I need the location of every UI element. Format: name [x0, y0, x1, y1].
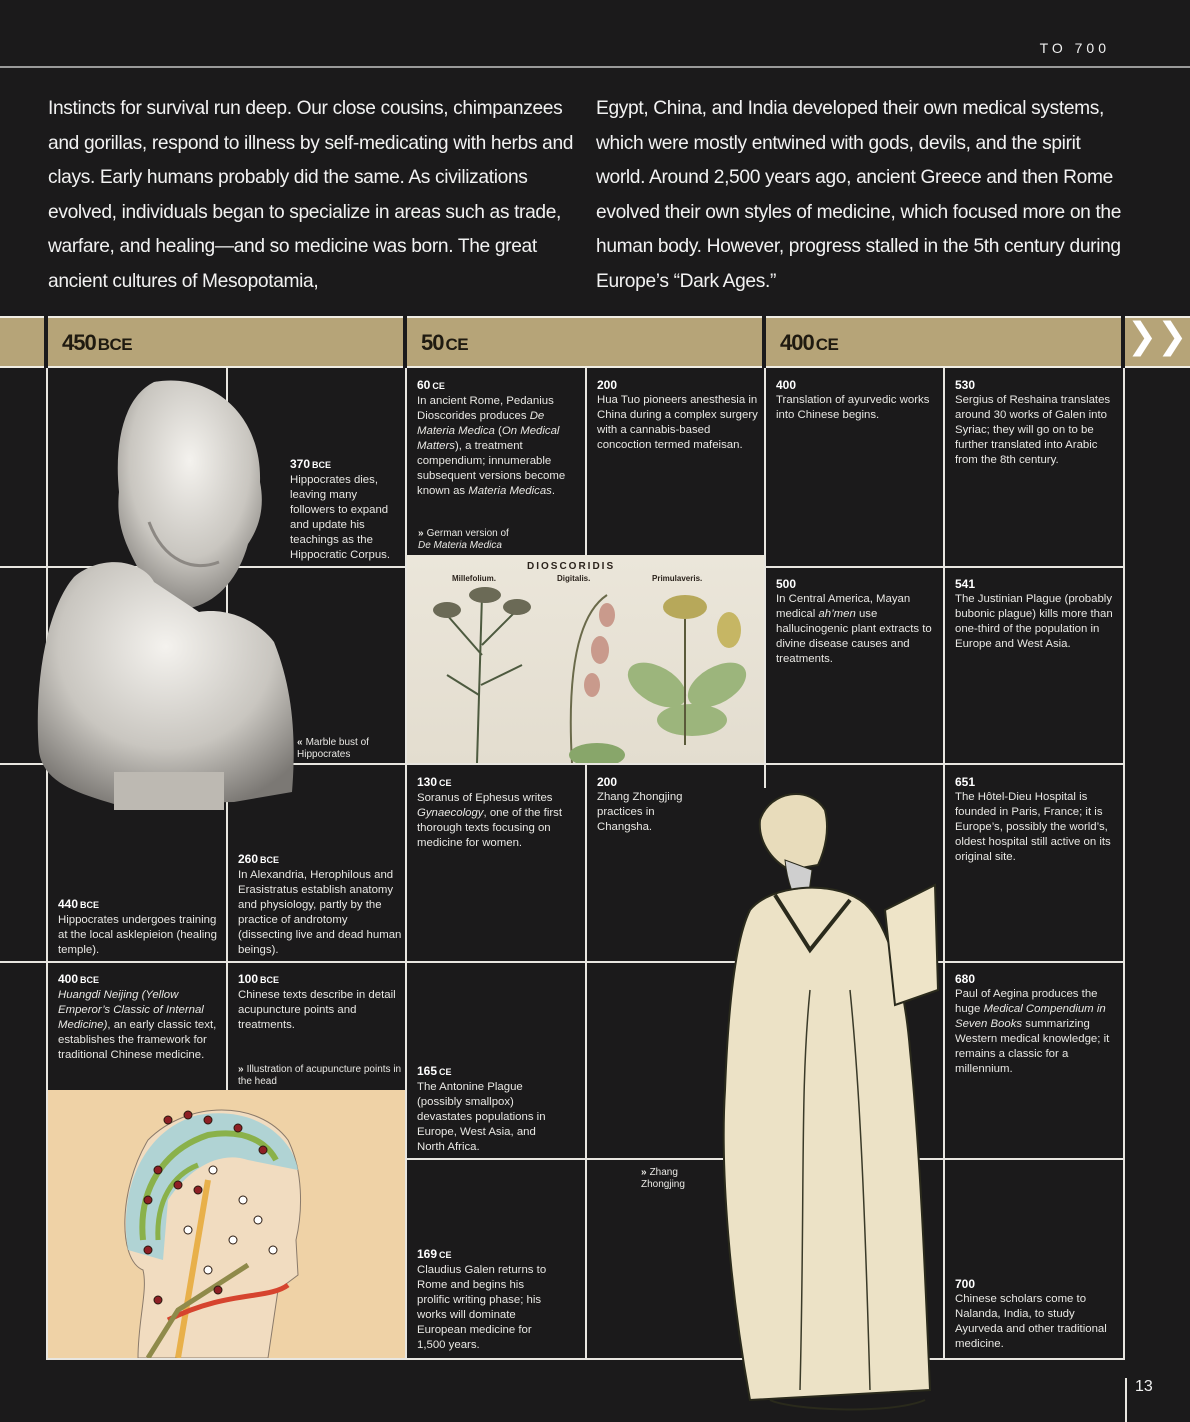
- running-head-label: TO 700: [1039, 40, 1110, 56]
- event-year: 60 CE: [417, 378, 445, 392]
- event-440bce: [58, 897, 226, 958]
- event-year: 680: [955, 972, 976, 986]
- event-year: 700: [955, 1277, 976, 1291]
- event-400bce: 400 BCE Huangdi Neijing (Yellow Emperor’s Classic of Internal Medicine), an early classic text, establishes the framework for traditional Chinese medicine.: [58, 972, 226, 1063]
- page-number: 13: [1135, 1378, 1153, 1395]
- caption-de-materia-medica: » German version of De Materia Medica: [418, 528, 509, 551]
- caption-acupuncture: » Illustration of acupuncture points in the head: [238, 1064, 402, 1087]
- event-text: The Hôtel-Dieu Hospital is founded in Paris, France; it is Europe’s, possibly the world’s, oldest hospital still active on its original site.: [955, 791, 1111, 863]
- event-text: The Justinian Plague (probably bubonic plague) kills more than one-third of the population in Europe and West Asia.: [955, 593, 1113, 650]
- event-year: 260 BCE: [238, 852, 280, 866]
- intro-column-right: Egypt, China, and India developed their own medical systems, which were mostly entwined with gods, devils, and the spirit world. Around 2,500 years ago, ancient Greece and then Rome evolved their own styles of medicine, which focused more on the human body. However, progress stalled in the 5th century during Europe’s “Dark Ages.”: [596, 98, 1122, 292]
- event-60ce: 60 CE In ancient Rome, Pedanius Dioscorides produces De Materia Medica (On Medical Matters), a treatment compendium; innumerable subsequent versions become known as Materia Medicas.: [417, 378, 585, 499]
- event-year: 651: [955, 775, 976, 789]
- event-169ce: [417, 1247, 557, 1353]
- event-680: 680 Paul of Aegina produces the huge Medical Compendium in Seven Books summarizing Western medical knowledge; it remains a classic for a millennium.: [955, 972, 1115, 1077]
- event-year: 200: [597, 775, 618, 789]
- event-year: 130 CE: [417, 775, 452, 789]
- caption-zhang: » Zhang Zhongjing: [641, 1167, 685, 1190]
- event-title: Huangdi Neijing (Yellow Emperor’s Classic of Internal Medicine): [58, 989, 204, 1031]
- double-chevron-down-icon: »: [418, 528, 424, 539]
- zhang-zhongjing-image: [690, 790, 945, 1420]
- era-segment-450bce: [48, 316, 403, 368]
- event-year: 541: [955, 577, 976, 591]
- event-year: 165 CE: [417, 1064, 452, 1078]
- event-text: Chinese scholars come to Nalanda, India, to study Ayurveda and other traditional medicine.: [955, 1293, 1107, 1350]
- event-text: Chinese texts describe in detail acupuncture points and treatments.: [238, 989, 396, 1031]
- event-text: Hippocrates dies, leaving many followers to expand and update his teachings as the Hippocratic Corpus.: [290, 474, 391, 561]
- era-next-segment[interactable]: [1125, 316, 1190, 368]
- running-head: [0, 0, 1190, 68]
- double-chevron-right-icon[interactable]: ❯❯: [1127, 315, 1188, 356]
- event-year: 169 CE: [417, 1247, 452, 1261]
- svg-text:Primulaveris.: Primulaveris.: [652, 574, 703, 583]
- event-year: 370 BCE: [290, 457, 332, 471]
- double-chevron-down-icon: »: [238, 1064, 244, 1075]
- event-text: The Antonine Plague (possibly smallpox) devastates populations in Europe, West Asia, and North Africa.: [417, 1081, 546, 1153]
- acupuncture-head-image: [48, 1090, 405, 1358]
- event-year: 100 BCE: [238, 972, 280, 986]
- event-text: Claudius Galen returns to Rome and begins his prolific writing phase; his works will dominate European medicine for 1,500 years.: [417, 1264, 547, 1351]
- svg-text:Digitalis.: Digitalis.: [557, 574, 591, 583]
- event-year: 440 BCE: [58, 897, 100, 911]
- event-text: Translation of ayurvedic works into Chinese begins.: [776, 394, 930, 421]
- de-materia-medica-image: [407, 555, 764, 763]
- event-400: [776, 378, 936, 423]
- event-130ce: 130 CE Soranus of Ephesus writes Gynaecology, one of the first thorough texts focusing on medicine for women.: [417, 775, 577, 851]
- event-year: 200: [597, 378, 618, 392]
- era-segment-400ce: [766, 316, 1121, 368]
- era-label: 400 CE: [780, 330, 839, 355]
- event-500: 500 In Central America, Mayan medical ah’men use hallucinogenic plant extracts to divine disease causes and treatments.: [776, 577, 936, 667]
- event-530: [955, 378, 1115, 468]
- caption-bust: « Marble bust of Hippocrates: [297, 737, 369, 760]
- hippocrates-bust-image: [34, 372, 324, 812]
- plants-heading: DIOSCORIDIS: [527, 561, 616, 572]
- event-year: 530: [955, 378, 976, 392]
- event-text: In Alexandria, Herophilous and Erasistratus establish anatomy and physiology, partly by the practice of androtomy (dissecting live and dead human beings).: [238, 869, 402, 956]
- era-bar: [0, 312, 1190, 368]
- event-year: 400: [776, 378, 797, 392]
- event-text: Sergius of Reshaina translates around 30 works of Galen into Syriac; they will go on to be further translated into Arabic from the 8th century.: [955, 394, 1111, 466]
- intro-column-left: Instincts for survival run deep. Our close cousins, chimpanzees and gorillas, respond to illness by self-medicating with herbs and clays. Early humans probably did the same. As civilizations evolved, individuals began to specialize in areas such as trade, warfare, and healing—and so medicine was born. The great ancient cultures of Mesopotamia,: [48, 98, 574, 292]
- event-700: [955, 1277, 1115, 1352]
- event-200-hua-tuo: [597, 378, 762, 453]
- event-year: 400 BCE: [58, 972, 100, 986]
- event-651: [955, 775, 1115, 865]
- event-260bce: [238, 852, 403, 958]
- event-100bce: [238, 972, 403, 1033]
- era-label: 50 CE: [421, 330, 469, 355]
- double-chevron-left-icon: «: [297, 737, 303, 748]
- event-text: Hippocrates undergoes training at the local asklepieion (healing temple).: [58, 914, 217, 956]
- svg-text:Millefolium.: Millefolium.: [452, 574, 496, 583]
- double-chevron-right-icon: »: [641, 1167, 647, 1178]
- event-165ce: [417, 1064, 557, 1155]
- event-year: 500: [776, 577, 797, 591]
- era-segment-50ce: [407, 316, 762, 368]
- event-text: Hua Tuo pioneers anesthesia in China during a complex surgery with a cannabis-based concoction termed mafeisan.: [597, 394, 758, 451]
- event-text: Zhang Zhongjing practices in Changsha.: [597, 791, 683, 833]
- event-370bce: [290, 457, 402, 563]
- event-200-zhang: [597, 775, 697, 835]
- era-bar-lead: [0, 316, 44, 368]
- era-label: 450 BCE: [62, 330, 133, 355]
- event-541: [955, 577, 1115, 652]
- page-number-divider: [1125, 1378, 1127, 1422]
